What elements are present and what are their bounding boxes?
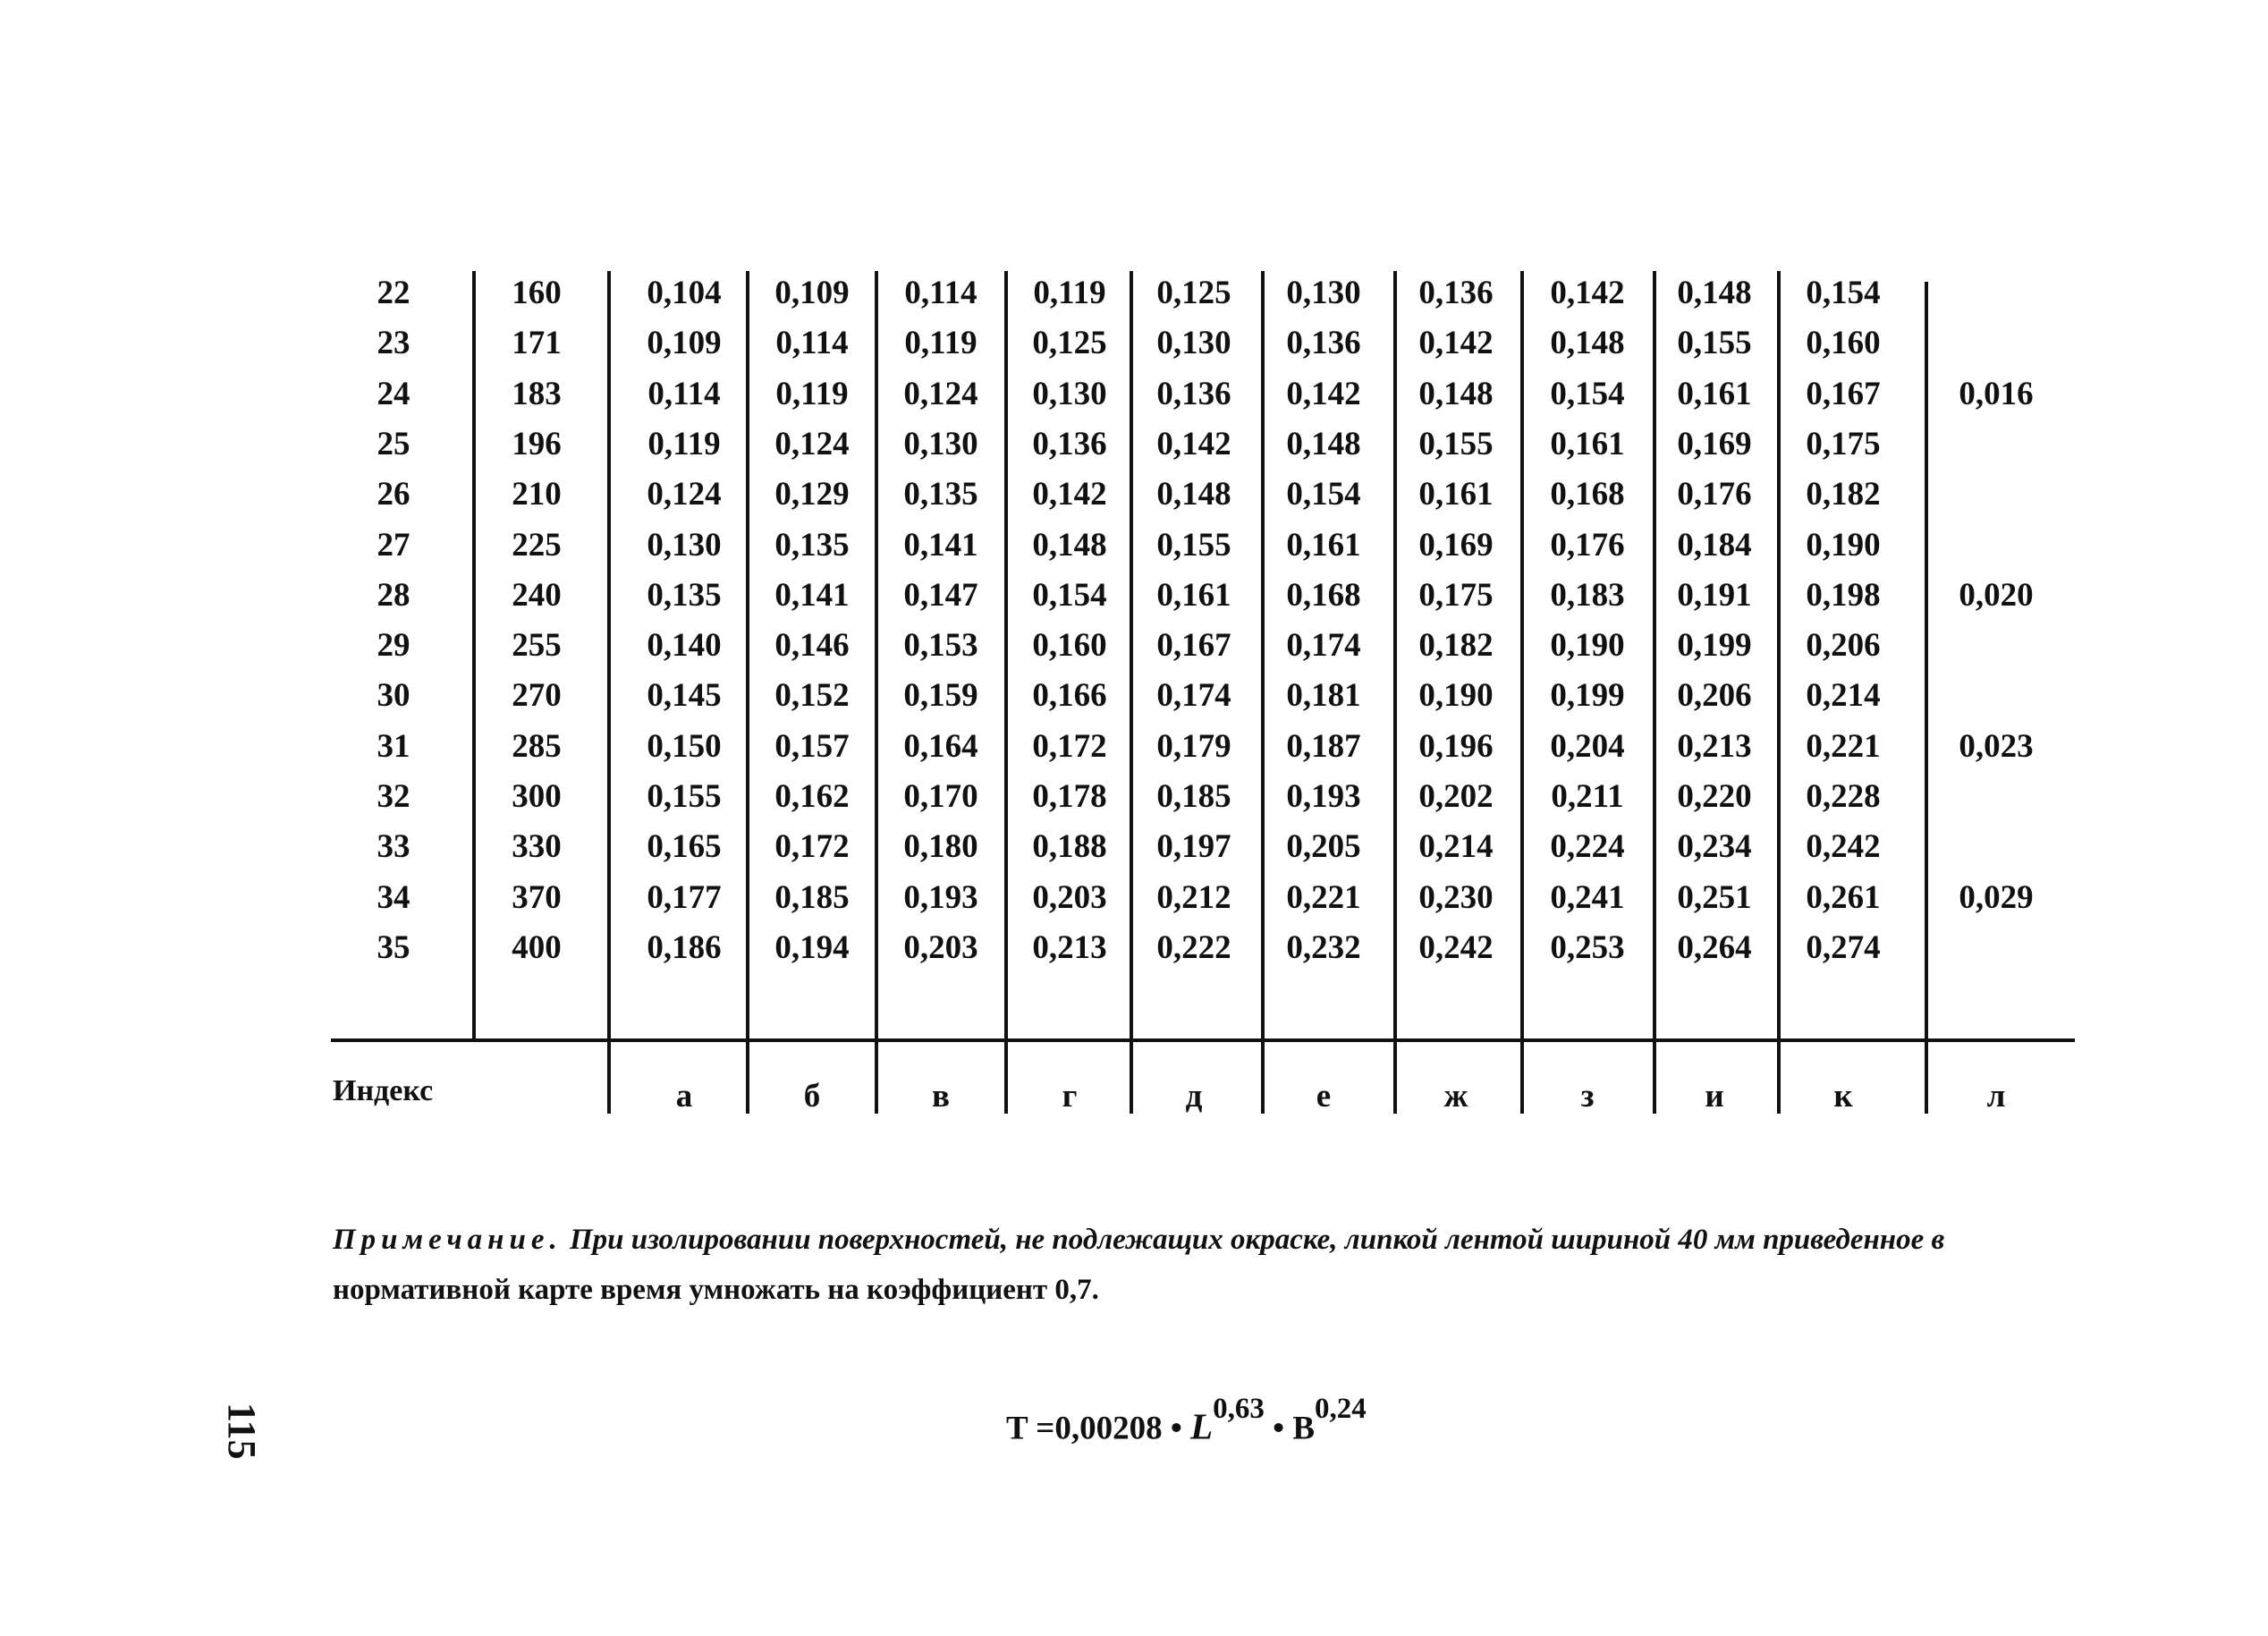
row-number: 26 [377, 476, 410, 513]
table-cell: 0,161 [1156, 576, 1231, 614]
table-cell: 0,232 [1286, 928, 1361, 966]
column-divider [1261, 271, 1265, 1114]
table-cell: 0,178 [1032, 778, 1107, 815]
table-cell: 0,211 [1551, 778, 1624, 815]
table-cell: 0,167 [1156, 627, 1231, 665]
column-divider [875, 271, 878, 1114]
table-cell: 0,145 [647, 677, 722, 715]
table-cell: 0,185 [1156, 778, 1231, 815]
row-value: 330 [512, 828, 562, 866]
table-cell: 0,119 [1033, 275, 1106, 311]
table-cell: 0,185 [774, 878, 850, 916]
table-cell: 0,253 [1550, 928, 1625, 966]
table-cell: 0,148 [1418, 375, 1494, 412]
table-cell: 0,157 [774, 727, 850, 765]
table-bottom-rule [331, 1038, 2075, 1042]
table-cell: 0,130 [1156, 325, 1231, 362]
row-value: 196 [512, 425, 562, 462]
row-number: 35 [377, 928, 410, 966]
row-value: 240 [512, 576, 562, 614]
formula [1006, 1391, 1367, 1455]
row-number: 28 [377, 576, 410, 614]
row-value: 210 [512, 476, 562, 513]
table-cell: 0,182 [1806, 476, 1881, 513]
row-value: 171 [512, 325, 562, 362]
table-cell: 0,136 [1418, 275, 1494, 311]
index-letter: б [803, 1078, 821, 1115]
table-cell: 0,136 [1156, 375, 1231, 412]
table-cell: 0,165 [647, 828, 722, 866]
table-cell: 0,190 [1418, 677, 1494, 715]
table-cell: 0,241 [1550, 878, 1625, 916]
table-cell: 0,181 [1286, 677, 1361, 715]
table-cell: 0,186 [647, 928, 722, 966]
table-cell: 0,130 [1032, 375, 1107, 412]
table-cell: 0,251 [1677, 878, 1752, 916]
table-cell: 0,175 [1418, 576, 1494, 614]
table-cell: 0,125 [1032, 325, 1107, 362]
table-cell: 0,183 [1550, 576, 1625, 614]
table-cell: 0,176 [1677, 476, 1752, 513]
table-cell: 0,224 [1550, 828, 1625, 866]
table-cell: 0,170 [903, 778, 978, 815]
table-cell: 0,119 [647, 425, 721, 462]
table-cell: 0,153 [903, 627, 978, 665]
row-value: 285 [512, 727, 562, 765]
table-cell: 0,155 [1156, 526, 1231, 564]
row-value: 270 [512, 677, 562, 715]
index-letter: и [1705, 1078, 1724, 1115]
column-l-value: 0,016 [1959, 375, 2034, 412]
table-cell: 0,148 [1286, 425, 1361, 462]
formula-exp-b: 0,24 [1315, 1393, 1367, 1425]
table-cell: 0,114 [775, 325, 849, 362]
row-number: 24 [377, 375, 410, 412]
table-cell: 0,196 [1418, 727, 1494, 765]
row-number: 30 [377, 677, 410, 715]
table-cell: 0,140 [647, 627, 722, 665]
table-cell: 0,155 [1677, 325, 1752, 362]
row-number: 32 [377, 778, 410, 815]
table-cell: 0,234 [1677, 828, 1752, 866]
table-cell: 0,206 [1677, 677, 1752, 715]
row-number: 23 [377, 325, 410, 362]
table-cell: 0,119 [904, 325, 977, 362]
table-cell: 0,141 [903, 526, 978, 564]
table-cell: 0,221 [1806, 727, 1881, 765]
row-value: 300 [512, 778, 562, 815]
index-letter: д [1185, 1078, 1203, 1115]
index-letter: ж [1443, 1078, 1468, 1115]
index-letter: л [1986, 1078, 2006, 1115]
table-cell: 0,190 [1806, 526, 1881, 564]
table-cell: 0,154 [1550, 375, 1625, 412]
table-cell: 0,191 [1677, 576, 1752, 614]
column-divider [746, 271, 749, 1114]
table-cell: 0,109 [774, 275, 850, 311]
table-cell: 0,130 [1286, 275, 1361, 311]
table-cell: 0,242 [1418, 928, 1494, 966]
table-cell: 0,180 [903, 828, 978, 866]
index-letter: а [675, 1078, 693, 1115]
column-divider [1393, 271, 1397, 1114]
table-cell: 0,152 [774, 677, 850, 715]
column-l-value: 0,029 [1959, 878, 2034, 916]
table-cell: 0,142 [1156, 425, 1231, 462]
column-divider [607, 271, 611, 1114]
table-cell: 0,104 [647, 275, 722, 311]
table-cell: 0,203 [903, 928, 978, 966]
table-cell: 0,202 [1418, 778, 1494, 815]
table-cell: 0,148 [1156, 476, 1231, 513]
table-cell: 0,175 [1806, 425, 1881, 462]
table-cell: 0,182 [1418, 627, 1494, 665]
table-cell: 0,220 [1677, 778, 1752, 815]
row-value: 400 [512, 928, 562, 966]
table-cell: 0,148 [1550, 325, 1625, 362]
table-cell: 0,230 [1418, 878, 1494, 916]
table-cell: 0,264 [1677, 928, 1752, 966]
row-number: 34 [377, 878, 410, 916]
table-cell: 0,172 [774, 828, 850, 866]
note [333, 1215, 2077, 1315]
formula-coef: 0,00208 [1054, 1410, 1163, 1447]
table-cell: 0,205 [1286, 828, 1361, 866]
table-cell: 0,142 [1032, 476, 1107, 513]
table-cell: 0,141 [774, 576, 850, 614]
table-cell: 0,213 [1032, 928, 1107, 966]
table-cell: 0,142 [1418, 325, 1494, 362]
table-cell: 0,169 [1677, 425, 1752, 462]
table-cell: 0,242 [1806, 828, 1881, 866]
index-letter: з [1580, 1078, 1595, 1115]
table-cell: 0,162 [774, 778, 850, 815]
table-cell: 0,274 [1806, 928, 1881, 966]
table-cell: 0,168 [1286, 576, 1361, 614]
note-title: Примечание. [333, 1224, 563, 1256]
table-cell: 0,135 [647, 576, 722, 614]
table-cell: 0,161 [1286, 526, 1361, 564]
table-cell: 0,142 [1550, 275, 1625, 311]
table-cell: 0,129 [774, 476, 850, 513]
table-cell: 0,194 [774, 928, 850, 966]
table-cell: 0,197 [1156, 828, 1231, 866]
table-cell: 0,199 [1677, 627, 1752, 665]
row-value: 370 [512, 878, 562, 916]
table-cell: 0,161 [1550, 425, 1625, 462]
table-cell: 0,204 [1550, 727, 1625, 765]
table-cell: 0,114 [904, 275, 977, 311]
table-cell: 0,199 [1550, 677, 1625, 715]
table-cell: 0,221 [1286, 878, 1361, 916]
table-cell: 0,261 [1806, 878, 1881, 916]
table-cell: 0,167 [1806, 375, 1881, 412]
table-cell: 0,155 [647, 778, 722, 815]
page-number: 115 [220, 1403, 264, 1460]
table-cell: 0,193 [1286, 778, 1361, 815]
table-cell: 0,119 [775, 375, 849, 412]
table-cell: 0,124 [647, 476, 722, 513]
column-divider [1777, 271, 1781, 1114]
formula-exp-l: 0,63 [1213, 1393, 1265, 1425]
table-cell: 0,130 [647, 526, 722, 564]
table-cell: 0,177 [647, 878, 722, 916]
table-cell: 0,130 [903, 425, 978, 462]
table-cell: 0,160 [1032, 627, 1107, 665]
table-cell: 0,213 [1677, 727, 1752, 765]
row-number: 22 [377, 275, 410, 311]
formula-dot-2: • [1273, 1410, 1285, 1447]
table-cell: 0,212 [1156, 878, 1231, 916]
row-value: 255 [512, 627, 562, 665]
table-cell: 0,136 [1286, 325, 1361, 362]
table-cell: 0,148 [1032, 526, 1107, 564]
table-cell: 0,154 [1286, 476, 1361, 513]
table-cell: 0,142 [1286, 375, 1361, 412]
index-letter: г [1062, 1078, 1078, 1115]
index-row-label: Индекс [333, 1074, 434, 1107]
table-cell: 0,198 [1806, 576, 1881, 614]
table-cell: 0,150 [647, 727, 722, 765]
table-cell: 0,179 [1156, 727, 1231, 765]
note-line2: нормативной карте время умножать на коэффициент 0,7. [333, 1274, 1099, 1306]
formula-var-l: L [1190, 1405, 1214, 1447]
index-letter: в [932, 1078, 950, 1115]
table-cell: 0,124 [774, 425, 850, 462]
formula-lhs: T [1006, 1410, 1028, 1447]
table-cell: 0,174 [1156, 677, 1231, 715]
table-cell: 0,154 [1806, 275, 1881, 311]
row-number: 31 [377, 727, 410, 765]
table-cell: 0,214 [1418, 828, 1494, 866]
table-cell: 0,184 [1677, 526, 1752, 564]
row-number: 25 [377, 425, 410, 462]
row-value: 183 [512, 375, 562, 412]
table-cell: 0,187 [1286, 727, 1361, 765]
column-divider [1520, 271, 1524, 1114]
table-cell: 0,214 [1806, 677, 1881, 715]
column-divider [1925, 282, 1928, 1114]
table-cell: 0,161 [1418, 476, 1494, 513]
table-cell: 0,174 [1286, 627, 1361, 665]
column-divider [1130, 271, 1133, 1114]
row-number: 27 [377, 526, 410, 564]
index-letter: е [1316, 1078, 1332, 1115]
table-cell: 0,109 [647, 325, 722, 362]
table-cell: 0,228 [1806, 778, 1881, 815]
column-l-value: 0,020 [1959, 576, 2034, 614]
table-cell: 0,135 [774, 526, 850, 564]
formula-var-b: B [1292, 1410, 1316, 1447]
index-letter: к [1833, 1078, 1853, 1115]
column-divider [472, 271, 476, 1040]
table-cell: 0,169 [1418, 526, 1494, 564]
table-cell: 0,136 [1032, 425, 1107, 462]
note-line1: При изолировании поверхностей, не подлежащих окраске, липкой лентой шириной 40 мм приведенное в [569, 1224, 1945, 1256]
table-cell: 0,172 [1032, 727, 1107, 765]
row-number: 29 [377, 627, 410, 665]
row-number: 33 [377, 828, 410, 866]
table-cell: 0,160 [1806, 325, 1881, 362]
formula-eq: = [1036, 1410, 1055, 1447]
table-cell: 0,148 [1677, 275, 1752, 311]
table-cell: 0,193 [903, 878, 978, 916]
table-cell: 0,188 [1032, 828, 1107, 866]
table-cell: 0,168 [1550, 476, 1625, 513]
table-cell: 0,114 [647, 375, 721, 412]
table-cell: 0,176 [1550, 526, 1625, 564]
table-cell: 0,164 [903, 727, 978, 765]
row-value: 160 [512, 275, 562, 311]
table-cell: 0,206 [1806, 627, 1881, 665]
table-cell: 0,203 [1032, 878, 1107, 916]
table-cell: 0,190 [1550, 627, 1625, 665]
column-divider [1653, 271, 1656, 1114]
table-cell: 0,124 [903, 375, 978, 412]
column-l-value: 0,023 [1959, 727, 2034, 765]
formula-dot-1: • [1170, 1410, 1182, 1447]
table-cell: 0,125 [1156, 275, 1231, 311]
table-cell: 0,161 [1677, 375, 1752, 412]
table-cell: 0,146 [774, 627, 850, 665]
table-cell: 0,147 [903, 576, 978, 614]
row-value: 225 [512, 526, 562, 564]
column-divider [1004, 271, 1008, 1114]
table-cell: 0,222 [1156, 928, 1231, 966]
table-cell: 0,166 [1032, 677, 1107, 715]
table-cell: 0,159 [903, 677, 978, 715]
table-cell: 0,135 [903, 476, 978, 513]
table-cell: 0,155 [1418, 425, 1494, 462]
table-cell: 0,154 [1032, 576, 1107, 614]
